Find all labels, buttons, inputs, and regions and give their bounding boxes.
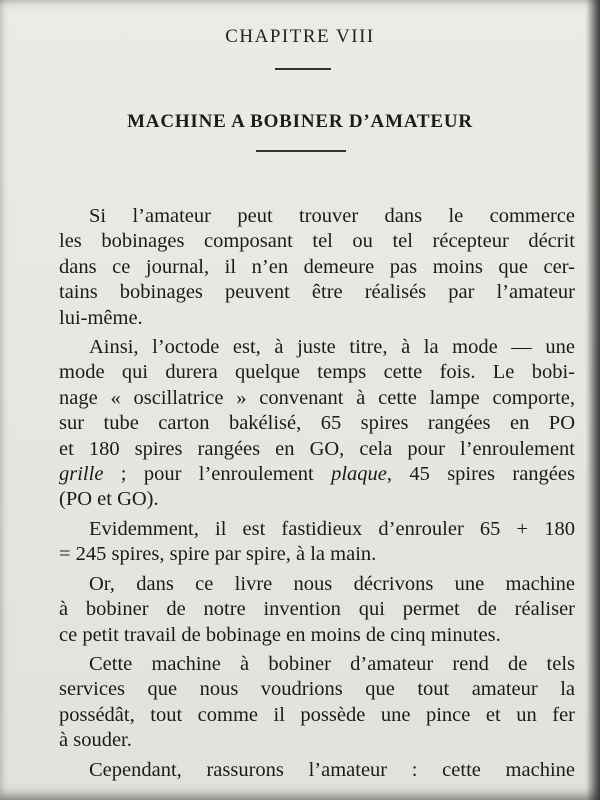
text-line: à bobiner de notre invention qui permet de réaliser (59, 598, 575, 621)
text-line-mixed (29, 462, 575, 487)
paragraph-4 (29, 572, 575, 648)
text-line: sur tube carton bakélisé, 65 spires rangées en PO (59, 412, 575, 435)
text-line: Or, dans ce livre nous décrivons une machine (89, 572, 575, 595)
text-line: Cette machine à bobiner d’amateur rend de tels (89, 652, 575, 675)
text-fragment: , 45 spires rangées (386, 463, 575, 486)
text-line: et 180 spires rangées en GO, cela pour l’enroulement (59, 437, 575, 460)
text-line: services que nous voudrions que tout amateur la (59, 678, 575, 701)
text-line: Evidemment, il est fastidieux d’enrouler 65 + 180 (89, 517, 575, 540)
text-line: (PO et GO). (59, 488, 159, 511)
text-line: ce petit travail de bobinage en moins de cinq minutes. (59, 623, 501, 646)
text-line: lui-même. (59, 306, 143, 329)
paragraph-3 (29, 517, 575, 568)
text-line: Si l’amateur peut trouver dans le commerce (89, 205, 575, 227)
text-line: Cependant, rassurons l’amateur : cette machine (89, 758, 575, 781)
paragraph-2 (29, 335, 575, 513)
text-line: les bobinages composant tel ou tel récepteur décrit (59, 230, 575, 253)
text-line: à souder. (59, 729, 132, 752)
text-line: dans ce journal, il n’en demeure pas moins que cer- (59, 255, 575, 278)
text-line: mode qui durera quelque temps cette fois. Le bobi- (59, 361, 575, 384)
text-line: = 245 spires, spire par spire, à la main. (59, 543, 377, 566)
chapter-heading: CHAPITRE VIII (225, 26, 375, 47)
body-text (29, 204, 575, 787)
text-line: possédât, tout comme il possède une pince et un fer (59, 703, 575, 726)
paragraph-1 (29, 204, 575, 331)
chapter-title: MACHINE A BOBINER D’AMATEUR (127, 111, 473, 132)
text-line: tains bobinages peuvent être réalisés par l’amateur (59, 281, 575, 304)
paragraph-5 (29, 652, 575, 754)
text-line: nage « oscillatrice » convenant à cette lampe comporte, (59, 386, 575, 409)
text-fragment: ; pour l’enroulement (103, 463, 332, 486)
paragraph-6 (29, 758, 575, 783)
italic-word: grille (59, 463, 104, 486)
italic-word: plaque (331, 463, 387, 486)
chapter-divider (275, 68, 331, 70)
text-line: Ainsi, l’octode est, à juste titre, à la mode — une (89, 336, 575, 359)
title-divider (256, 150, 346, 152)
